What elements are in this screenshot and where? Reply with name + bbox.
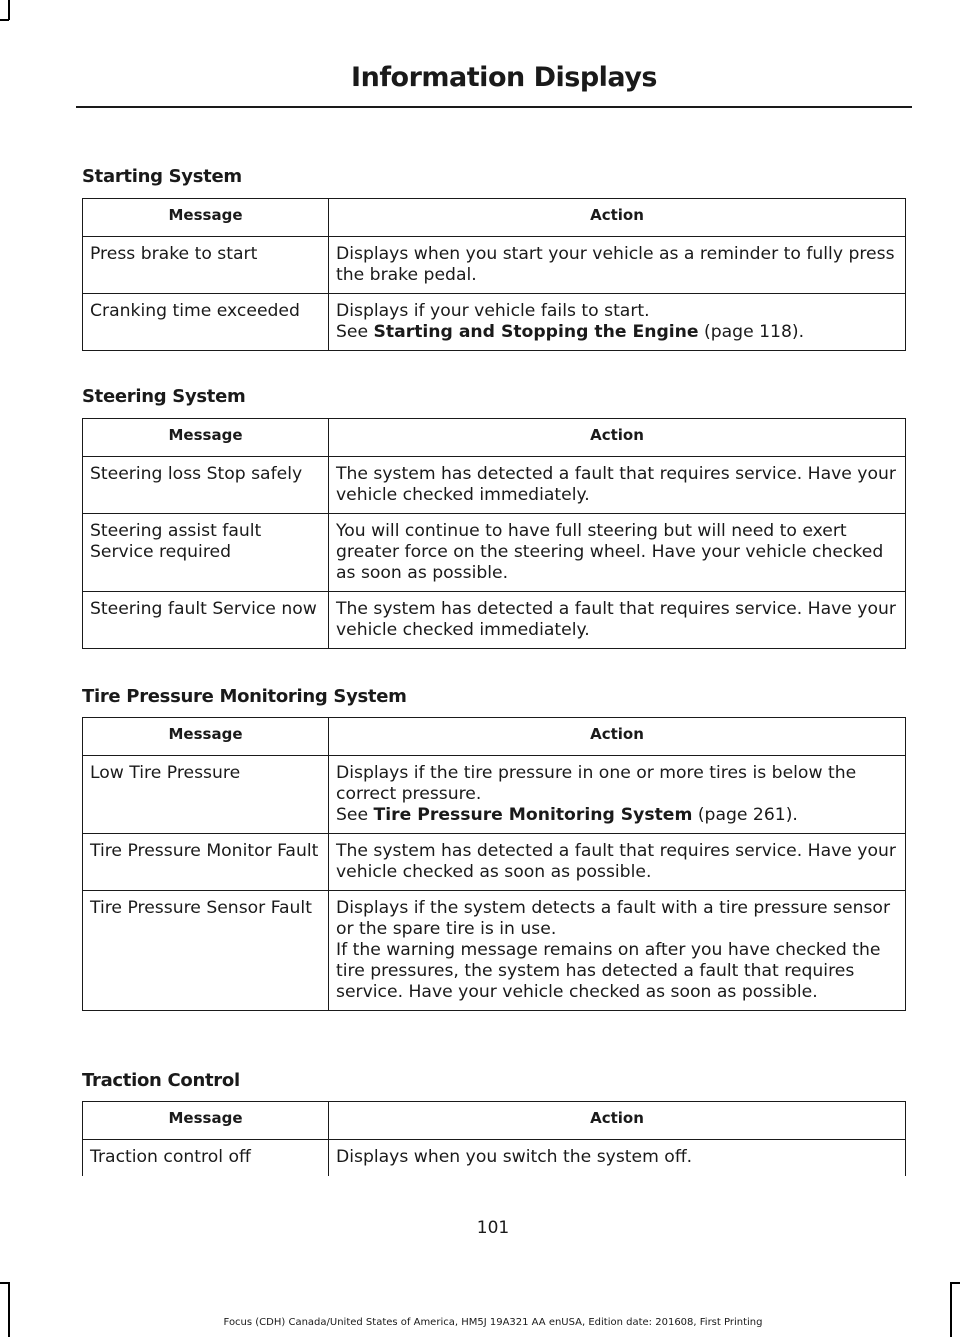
section-title-traction-control: Traction Control [82,1070,240,1091]
steering-system-table [82,418,906,649]
cross-reference-prefix: See [336,805,374,825]
cross-reference-link[interactable]: Starting and Stopping the Engine [373,322,699,342]
column-header-action: Action [329,1102,906,1140]
section-title-steering-system: Steering System [82,386,246,407]
table-row [83,294,906,351]
action-cell: Displays when you switch the system off. [329,1140,906,1177]
crop-mark-bottom-right-h [951,1282,960,1284]
message-cell: Tire Pressure Sensor Fault [83,891,329,1011]
traction-control-table [82,1101,906,1176]
action-text: Displays if your vehicle fails to start. [336,301,650,321]
action-text: If the warning message remains on after you have checked the tire pressures, the system has detected a fault that requires service. Have your vehicle checked as soon as possible. [336,940,881,1002]
table-header-row [83,419,906,457]
action-cell: The system has detected a fault that requires service. Have your vehicle checked as soon as possible. [329,834,906,891]
cross-reference-link[interactable]: Tire Pressure Monitoring System [373,805,693,825]
table-header-row [83,1102,906,1140]
cross-reference-page: (page 261). [692,805,798,825]
crop-mark-bottom-left [8,1282,10,1337]
action-cell [329,756,906,834]
column-header-action: Action [329,199,906,237]
action-text: Displays if the system detects a fault with a tire pressure sensor or the spare tire is in use. [336,898,891,939]
column-header-message: Message [83,199,329,237]
page-number: 101 [476,1218,510,1238]
starting-system-table [82,198,906,351]
message-cell: Tire Pressure Monitor Fault [83,834,329,891]
table-row [83,592,906,649]
action-cell [329,891,906,1011]
header-rule [76,106,912,108]
column-header-action: Action [329,718,906,756]
message-cell: Steering fault Service now [83,592,329,649]
table-row [83,834,906,891]
crop-mark-bottom-left-h [0,1282,9,1284]
column-header-message: Message [83,419,329,457]
cross-reference-prefix: See [336,322,374,342]
crop-mark-top-left-h [0,19,9,21]
message-cell: Press brake to start [83,237,329,294]
table-header-row [83,199,906,237]
table-row [83,891,906,1011]
message-cell: Cranking time exceeded [83,294,329,351]
page-footer: Focus (CDH) Canada/United States of America, HM5J 19A321 AA enUSA, Edition date: 201608, First Printing [223,1317,763,1328]
action-cell: You will continue to have full steering but will need to exert greater force on the steering wheel. Have your vehicle checked as soon as possible. [329,514,906,592]
crop-mark-top-left [8,0,10,20]
message-cell: Low Tire Pressure [83,756,329,834]
cross-reference-page: (page 118). [698,322,805,342]
section-title-tire-pressure: Tire Pressure Monitoring System [82,686,407,707]
tire-pressure-table [82,717,906,1011]
message-cell: Steering assist fault Service required [83,514,329,592]
column-header-message: Message [83,1102,329,1140]
action-cell: The system has detected a fault that requires service. Have your vehicle checked immediately. [329,592,906,649]
action-cell [329,294,906,351]
crop-mark-bottom-right [950,1282,952,1337]
action-cell: Displays when you start your vehicle as a reminder to fully press the brake pedal. [329,237,906,294]
table-header-row [83,718,906,756]
table-row [83,457,906,514]
message-cell: Traction control off [83,1140,329,1177]
table-row [83,514,906,592]
column-header-action: Action [329,419,906,457]
cross-reference [336,805,899,826]
table-row [83,237,906,294]
column-header-message: Message [83,718,329,756]
action-cell: The system has detected a fault that requires service. Have your vehicle checked immediately. [329,457,906,514]
table-row [83,1140,906,1177]
cross-reference [336,322,899,343]
page-header-title: Information Displays [351,62,657,93]
action-text: Displays if the tire pressure in one or more tires is below the correct pressure. [336,763,857,804]
table-row [83,756,906,834]
message-cell: Steering loss Stop safely [83,457,329,514]
section-title-starting-system: Starting System [82,166,242,187]
